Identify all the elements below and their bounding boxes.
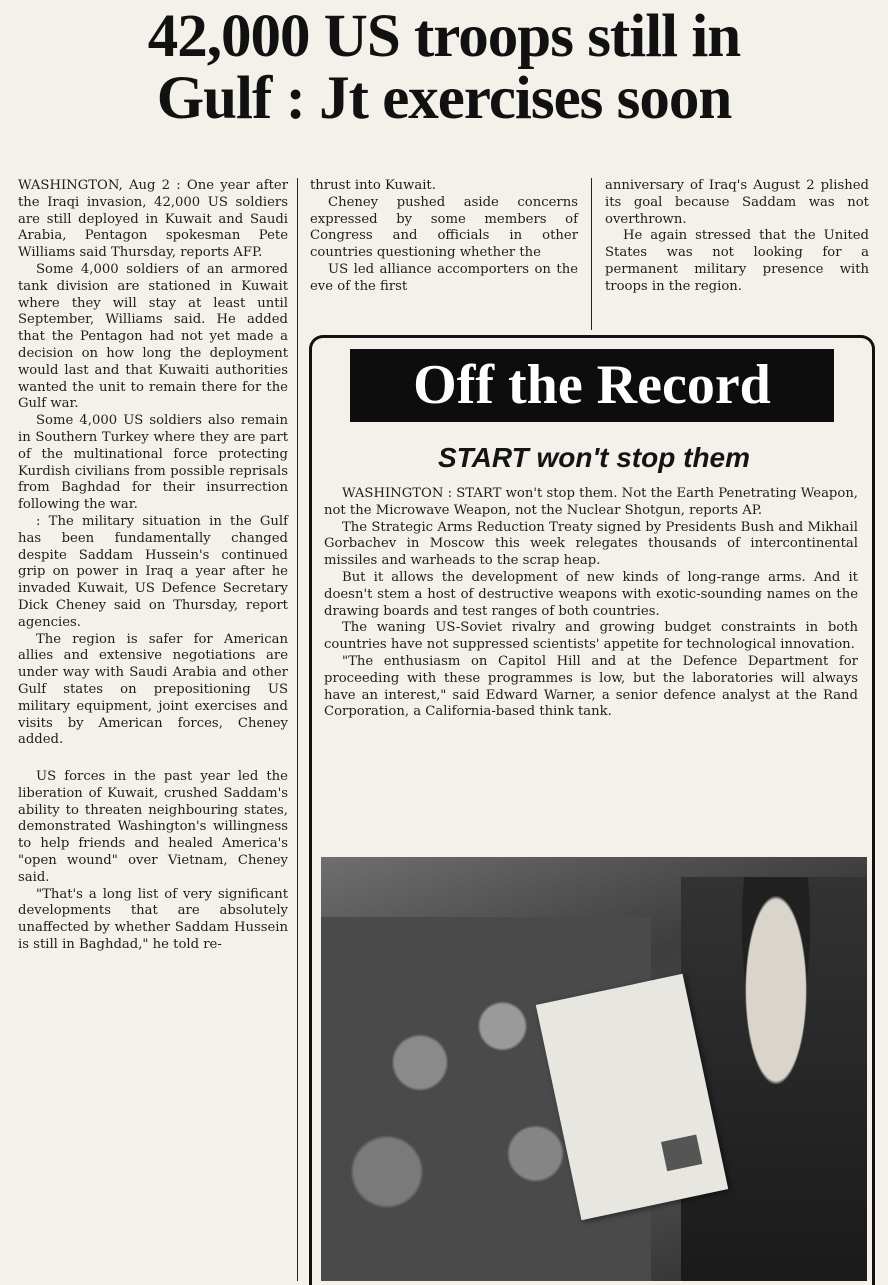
sidebar-subhead: START won't stop them: [437, 442, 751, 473]
headline-line-1: 42,000 US troops still in: [147, 3, 741, 70]
story-paragraph: thrust into Kuwait.: [310, 178, 436, 193]
sidebar-story: [324, 486, 858, 721]
photo-woman: [681, 877, 867, 1281]
sidebar-paragraph: The Strategic Arms Reduction Treaty signed by Presidents Bush and Mikhail Gorbachev in Moscow this week relegates thousands of intercontinental missiles and warheads to the scrap heap.: [324, 519, 858, 569]
story-paragraph: US led alliance accomporters on the eve of the first: [310, 261, 578, 294]
sidebar-paragraph: WASHINGTON : START won't stop them. Not the Earth Penetrating Weapon, not the Microwave Weapon, not the Nuclear Shotgun, reports AP.: [324, 486, 858, 518]
photo-document-picture: [661, 1134, 702, 1171]
story-paragraph: Some 4,000 soldiers of an armored tank division are stationed in Kuwait where they will stay at least until September, Williams said. He added that the Pentagon had not yet made a decision on how long the deployment would last and that Kuwaiti authorities wanted the unit to remain there for the Gulf war.: [18, 261, 288, 412]
story-paragraph: WASHINGTON, Aug 2 : One year after the Iraqi invasion, 42,000 US soldiers are still deployed in Kuwait and Saudi Arabia, Pentagon spokesman Pete Williams said Thursday, reports AFP.: [18, 178, 288, 261]
headline: [8, 3, 880, 132]
news-photo: [321, 857, 867, 1281]
story-paragraph: He again stressed that the United States was not looking for a permanent military presence with troops in the region.: [605, 228, 869, 294]
story-paragraph: Cheney pushed aside concerns expressed by some members of Congress and officials in other countries questioning whether the: [310, 194, 578, 261]
sidebar-banner: Off the Record: [350, 349, 834, 422]
story-paragraph: Some 4,000 US soldiers also remain in Southern Turkey where they are part of the multinational force protecting Kurdish civilians from possible reprisals from Baghdad for their insurrection following the war.: [18, 413, 288, 513]
story-paragraph: anniversary of Iraq's August 2 plished its goal because Saddam was not overthrown.: [605, 178, 869, 227]
sidebar-paragraph: The waning US-Soviet rivalry and growing budget constraints in both countries have not suppressed scientists' appetite for technological innovation.: [324, 620, 858, 653]
main-story-column-1: [18, 178, 288, 954]
story-paragraph: The region is safer for American allies and extensive negotiations are under way with Saudi Arabia and other Gulf states on prepositioning US military equipment, joint exercises and visits by American forces, Cheney added.: [18, 631, 288, 748]
headline-line-2: Gulf : Jt exercises soon: [156, 65, 732, 132]
story-paragraph: US forces in the past year led the liberation of Kuwait, crushed Saddam's ability to threaten neighbouring states, demonstrated Washington's willingness to help friends and healed America's "open wound" over Vietnam, Cheney said.: [18, 769, 288, 885]
sidebar-paragraph: But it allows the development of new kinds of long-range arms. And it doesn't stem a host of destructive weapons with exotic-sounding names on the drawing boards and test ranges of both countries.: [324, 569, 858, 619]
story-paragraph: : The military situation in the Gulf has been fundamentally changed despite Saddam Hussein's continued grip on power in Iraq a year after he invaded Kuwait, US Defence Secretary Dick Cheney said on Thursday, report agencies.: [18, 513, 288, 630]
main-story-column-3: [605, 178, 869, 296]
column-rule: [591, 178, 592, 330]
main-story-column-2: [310, 178, 578, 296]
paragraph-gap: [18, 749, 288, 769]
column-rule: [297, 178, 298, 1281]
story-paragraph: "That's a long list of very significant developments that are absolutely unaffected by whether Saddam Hussein is still in Baghdad," he told re-: [18, 886, 288, 953]
sidebar-paragraph: "The enthusiasm on Capitol Hill and at the Defence Department for proceeding with these programmes is low, but the laboratories will always have an interest," said Edward Warner, a senior defence analyst at the Rand Corporation, a California-based think tank.: [324, 653, 858, 720]
